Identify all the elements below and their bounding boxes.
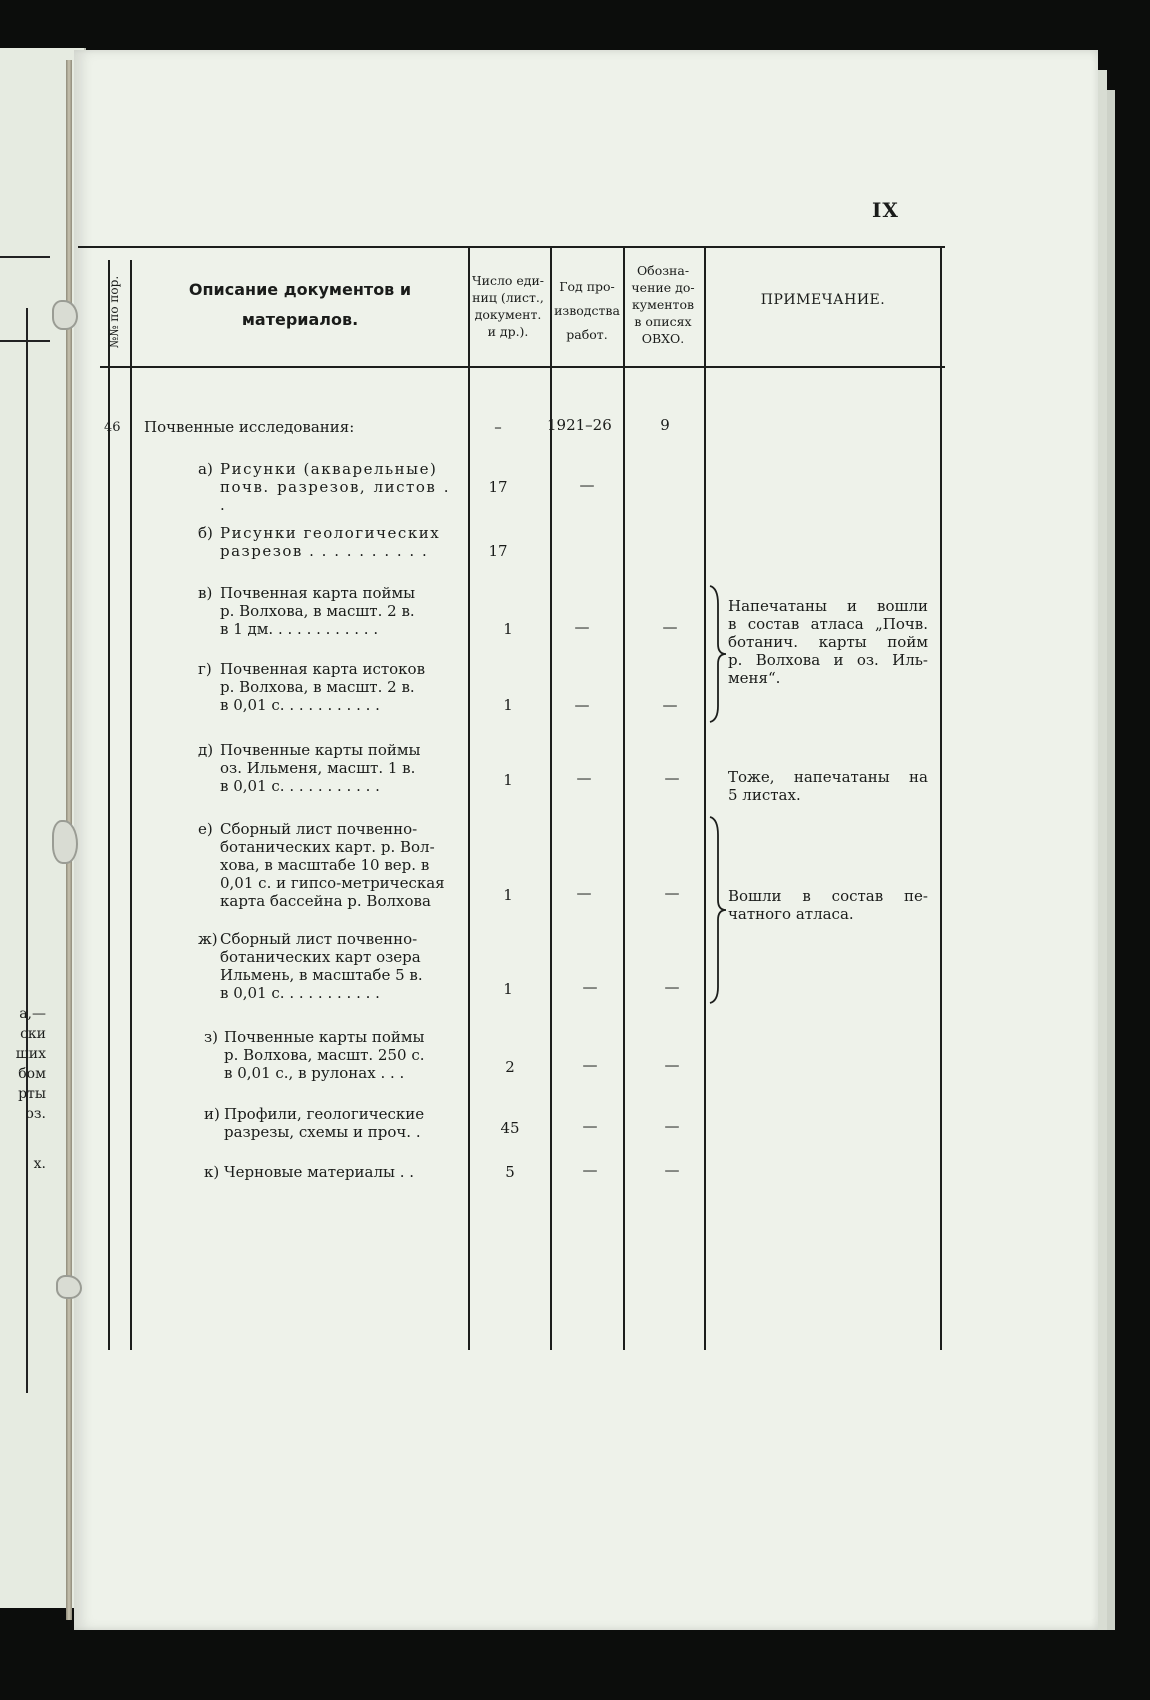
item-year: — (582, 978, 598, 996)
entry-mark: 9 (660, 416, 670, 434)
left-page-fragment: бом (18, 1066, 46, 1082)
note-text: Вошли в состав пе- чатного атласа. (728, 887, 928, 923)
brace-mark (708, 584, 728, 724)
item-description: Почвенные карты поймы оз. Ильменя, масшт. 1 в. в 0,01 с. . . . . . . . . . . (220, 741, 421, 795)
item-mark: — (664, 769, 680, 787)
item-mark: — (664, 1056, 680, 1074)
item-label: в) (198, 584, 213, 602)
item-count: 2 (505, 1058, 515, 1076)
item-label: з) (204, 1028, 219, 1046)
header-year: Год про- изводства работ. (554, 279, 620, 342)
binding-hole (52, 820, 78, 864)
table-header-rule (100, 366, 945, 368)
brace-mark (708, 815, 728, 1005)
column-rule (550, 248, 552, 1350)
item-count: 17 (488, 478, 508, 496)
item-description: Почвенная карта истоков р. Волхова, в масшт. 2 в. в 0,01 с. . . . . . . . . . . (220, 660, 426, 714)
item-label: ж) (198, 930, 218, 948)
item-mark: — (664, 1161, 680, 1179)
item-label: г) (198, 660, 212, 678)
item-description: Профили, геологические разрезы, схемы и проч. . (224, 1105, 425, 1141)
item-mark: — (664, 884, 680, 902)
left-page-fragment: рты (18, 1086, 46, 1102)
item-count: 1 (503, 696, 513, 714)
item-year: — (574, 618, 590, 636)
item-year: — (576, 884, 592, 902)
left-page-fragment: х. (33, 1156, 46, 1172)
header-number: №№ по пор. (107, 275, 121, 349)
left-page-column-rule (26, 308, 28, 1393)
left-page-fragment: оз. (25, 1106, 46, 1122)
left-page-fragment: ших (15, 1046, 46, 1062)
header-note: ПРИМЕЧАНИЕ. (760, 292, 886, 308)
table-top-rule (78, 246, 945, 248)
item-count: 1 (503, 980, 513, 998)
item-count: 1 (503, 620, 513, 638)
item-count: 1 (503, 771, 513, 789)
item-count: 1 (503, 886, 513, 904)
item-description: Сборный лист почвенно- ботанических карт озера Ильмень, в масштабе 5 в. в 0,01 с. . . . . . . . . . . (220, 930, 423, 1002)
left-page-rule-header (0, 340, 50, 342)
item-mark: — (664, 978, 680, 996)
note-text: Тоже, напечатаны на 5 листах. (728, 768, 928, 804)
item-label: б) (198, 524, 213, 542)
column-rule (130, 260, 132, 1350)
column-rule (468, 248, 470, 1350)
binding-hole (52, 300, 78, 330)
item-year: — (574, 696, 590, 714)
entry-count: – (494, 418, 502, 436)
item-year: — (582, 1117, 598, 1135)
note-text: Напечатаны и вошли в состав атласа „Почв. ботанич. карты пойм р. Волхова и оз. Иль- меня“. (728, 597, 928, 687)
left-page-fragment: ски (20, 1026, 46, 1042)
item-count: 45 (500, 1119, 520, 1137)
item-label: а) (198, 460, 213, 478)
entry-number: 46 (104, 420, 121, 435)
item-mark: — (662, 696, 678, 714)
item-count: 17 (488, 542, 508, 560)
item-description: Почвенная карта поймы р. Волхова, в масшт. 2 в. в 1 дм. . . . . . . . . . . . (220, 584, 416, 638)
item-year: — (576, 769, 592, 787)
column-rule (704, 248, 706, 1350)
column-rule (940, 248, 942, 1350)
item-mark: — (662, 618, 678, 636)
entry-year: 1921–26 (547, 416, 612, 434)
item-year: — (579, 476, 595, 494)
binding-hole (56, 1275, 82, 1299)
header-count: Число еди- ниц (лист., документ. и др.). (471, 273, 545, 339)
page-number: IX (872, 198, 899, 222)
item-mark: — (664, 1117, 680, 1135)
item-label: е) (198, 820, 213, 838)
column-rule (623, 248, 625, 1350)
item-year: — (582, 1161, 598, 1179)
header-document-mark: Обозна- чение до- кументов в описях ОВХО. (631, 263, 695, 346)
item-year: — (582, 1056, 598, 1074)
item-label: д) (198, 741, 214, 759)
left-page-fragment: а,— (19, 1006, 46, 1022)
item-description: Рисунки геологических разрезов . . . . . . . . . . (220, 524, 441, 560)
header-description: Описание документов и материалов. (188, 280, 412, 329)
entry-title: Почвенные исследования: (144, 418, 355, 436)
item-description: Сборный лист почвенно- ботанических карт. р. Вол- хова, в масштабе 10 вер. в 0,01 с. и гипсо-метрическая карта бассейна р. Волхова (220, 820, 445, 910)
item-count: 5 (505, 1163, 515, 1181)
item-description: Почвенные карты поймы р. Волхова, масшт. 250 с. в 0,01 с., в рулонах . . . (224, 1028, 425, 1082)
item-label: и) (204, 1105, 220, 1123)
left-page-rule-top (0, 256, 50, 258)
item-description: Черновые материалы . . (224, 1163, 414, 1181)
item-label: к) (204, 1163, 220, 1181)
item-description: Рисунки (акварельные) почв. разрезов, листов . . (220, 460, 450, 514)
